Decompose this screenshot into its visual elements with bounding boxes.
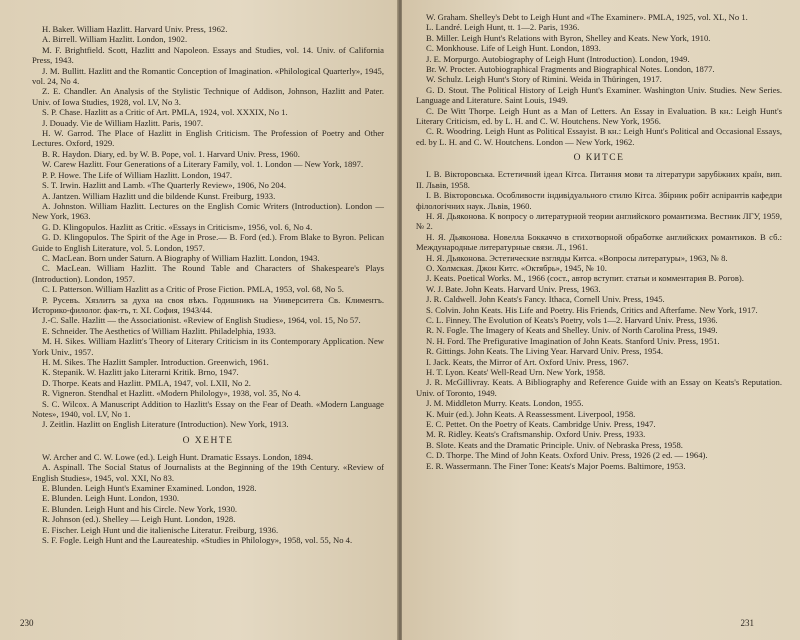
bibliography-entry: I. В. Вікторовська. Естетичний ідеал Кітса. Питання мови та літератури зарубіжних країн, вип. II. Львів, 1958. xyxy=(416,169,782,190)
bibliography-entry: E. Blunden. Leigh Hunt. London, 1930. xyxy=(42,493,180,504)
bibliography-entry: J. Zeitlin. Hazlitt on English Literature (Introduction). New York, 1913. xyxy=(42,419,289,430)
bibliography-entry: C. MacLean. William Hazlitt. The Round Table and Characters of Shakespeare's Plays (Introduction). London, 1957. xyxy=(32,263,384,284)
bibliography-entry: Р. Русевъ. Хязлитъ за духа на своя вѣкъ. Годишникъ на Университета Св. Климентъ. Историко-филолог. фак-тъ, т. XI. София, 1943/44. xyxy=(32,294,384,315)
bibliography-entry: W. Archer and C. W. Lowe (ed.). Leigh Hunt. Dramatic Essays. London, 1894. xyxy=(42,451,314,462)
bibliography-entry: H. Baker. William Hazlitt. Harvard Univ. Press, 1962. xyxy=(42,24,228,34)
bibliography-entry: Z. E. Chandler. An Analysis of the Stylistic Technique of Addison, Johnson, Hazlitt and Pater. Univ. of Iowa Studies, 1928, vol. LV, No 3. xyxy=(32,86,384,107)
bibliography-entry: Н. Я. Дьяконова. Новелла Боккаччо в стихотворной обработке английских романтиков. В сб.: Международные литературные связи. Л., 1961. xyxy=(416,231,782,253)
bibliography-entry: R. N. Fogle. The Imagery of Keats and Shelley. Univ. of North Carolina Press, 1949. xyxy=(426,325,718,336)
bibliography-entry: Br. W. Procter. Autobiographical Fragments and Biographical Notes. London, 1877. xyxy=(426,64,715,75)
bibliography-entry: B. Miller. Leigh Hunt's Relations with Byron, Shelley and Keats. New York, 1910. xyxy=(426,32,711,43)
left-page xyxy=(0,0,398,640)
bibliography-entry: S. Colvin. John Keats. His Life and Poetry. His Friends, Critics and Afterfame. New York, 1917. xyxy=(426,304,758,315)
bibliography-entry: C. R. Woodring. Leigh Hunt as Political Essayist. В кн.: Leigh Hunt's Political and Occasional Essays, ed. by L. H. and C. W. Houtchens. London — New York, 1962. xyxy=(416,126,782,147)
bibliography-entry: R. Johnson (ed.). Shelley — Leigh Hunt. London, 1928. xyxy=(42,514,236,525)
bibliography-entry: C. Monkhouse. Life of Leigh Hunt. London, 1893. xyxy=(426,43,601,54)
page-number-right: 231 xyxy=(740,618,754,628)
bibliography-entry: Н. Я. Дьяконова. К вопросу о литературной теории английского романтизма. Вестник ЛГУ, 1959, № 2. xyxy=(416,210,782,232)
bibliography-entry: M. H. Sikes. William Hazlitt's Theory of Literary Criticism in its Contemporary Application. New York Univ., 1957. xyxy=(32,336,384,357)
bibliography-entry: J. M. Bullitt. Hazlitt and the Romantic Conception of Imagination. «Philological Quarterly», 1945, vol. 24, No 4. xyxy=(32,65,384,87)
bibliography-entry: S. C. Wilcox. A Manuscript Addition to Hazlitt's Essay on the Fear of Death. «Modern Language Notes», 1940, vol. LV, No 1. xyxy=(32,398,384,420)
bibliography-entry: B. R. Haydon. Diary, ed. by W. B. Pope, vol. 1. Harvard Univ. Press, 1960. xyxy=(42,148,300,159)
right-page xyxy=(402,0,800,640)
hunt-bibliography-list xyxy=(32,452,384,546)
bibliography-entry: L. Landré. Leigh Hunt, tt. 1—2. Paris, 1936. xyxy=(426,22,580,33)
bibliography-entry: H. T. Lyon. Keats' Well-Read Urn. New York, 1958. xyxy=(426,367,606,377)
bibliography-entry: N. H. Ford. The Prefigurative Imagination of John Keats. Stanford Univ. Press, 1951. xyxy=(426,335,720,346)
bibliography-entry: A. Aspinall. The Social Status of Journalists at the Beginning of the 19th Century. «Review of English Studies», 1945, vol. XXI, No 83. xyxy=(32,462,384,483)
bibliography-entry: M. R. Ridley. Keats's Craftsmanship. Oxford Univ. Press, 1933. xyxy=(426,429,646,440)
bibliography-entry: C. I. Patterson. William Hazlitt as a Critic of Prose Fiction. PMLA, 1953, vol. 68, No 5. xyxy=(42,284,344,295)
bibliography-entry: K. Muir (ed.). John Keats. A Reassessment. Liverpool, 1958. xyxy=(426,408,636,419)
section-heading-keats: О КИТСЕ xyxy=(573,153,625,164)
bibliography-entry: I. В. Вікторовська. Особливости індивідуального стилю Кітса. Збірник робіт аспірантів кафедри філологічних наук. Львів, 1960. xyxy=(416,190,782,211)
bibliography-entry: E. Blunden. Leigh Hunt's Examiner Examined. London, 1928. xyxy=(42,483,257,494)
bibliography-entry: C. MacLean. Born under Saturn. A Biography of William Hazlitt. London, 1943. xyxy=(42,252,320,263)
hunt-bibliography-list-continued xyxy=(416,12,782,147)
bibliography-entry: S. F. Fogle. Leigh Hunt and the Laureateship. «Studies in Philology», 1958, vol. 55, No 4. xyxy=(42,535,353,546)
bibliography-entry: G. D. Stout. The Political History of Leigh Hunt's Examiner. Washington Univ. Studies. New Series. Language and Literature. Saint Louis, 1949. xyxy=(416,84,782,106)
bibliography-entry: C. De Witt Thorpe. Leigh Hunt as a Man of Letters. An Essay in Evaluation. В кн.: Leigh Hunt's Literary Criticism, ed. by L. H. and C. W. Houtchens. New York, 1956. xyxy=(416,105,782,127)
bibliography-entry: C. D. Thorpe. The Mind of John Keats. Oxford Univ. Press, 1926 (2 ed. — 1964). xyxy=(426,450,708,461)
bibliography-entry: J. R. Caldwell. John Keats's Fancy. Ithaca, Cornell Univ. Press, 1945. xyxy=(426,294,665,305)
bibliography-entry: E. R. Wassermann. The Finer Tone: Keats's Major Poems. Baltimore, 1953. xyxy=(426,460,686,471)
bibliography-entry: S. P. Chase. Hazlitt as a Critic of Art. PMLA, 1924, vol. XXXIX, No 1. xyxy=(42,107,288,118)
bibliography-entry: I. Jack. Keats, the Mirror of Art. Oxford Univ. Press, 1967. xyxy=(426,356,629,367)
bibliography-entry: A. Johnston. William Hazlitt. Lectures on the English Comic Writers (Introduction). London — New York, 1963. xyxy=(32,200,384,222)
bibliography-entry: G. D. Klingopulos. The Spirit of the Age in Prose.— B. Ford (ed.). From Blake to Byron. Pelican Guide to English Literature, vol. 5. London, 1957. xyxy=(32,232,384,253)
bibliography-entry: E. Fischer. Leigh Hunt und die italienische Literatur. Freiburg, 1936. xyxy=(42,524,279,535)
bibliography-entry: W. Carew Hazlitt. Four Generations of a Literary Family, vol. 1. London — New York, 1897. xyxy=(42,159,364,170)
bibliography-entry: H. M. Sikes. The Hazlitt Sampler. Introduction. Greenwich, 1961. xyxy=(42,357,269,367)
bibliography-entry: E. C. Pettet. On the Poetry of Keats. Cambridge Univ. Press, 1947. xyxy=(426,419,656,430)
bibliography-entry: J. E. Morpurgo. Autobiography of Leigh Hunt (Introduction). London, 1949. xyxy=(426,53,690,64)
keats-bibliography-list xyxy=(416,169,782,471)
page-number-left: 230 xyxy=(20,618,34,628)
bibliography-entry: J. Keats. Poetical Works. M., 1966 (сост., автор вступит. статьи и комментария В. Рогов). xyxy=(426,273,744,284)
bibliography-entry: W. J. Bate. John Keats. Harvard Univ. Press, 1963. xyxy=(426,283,601,294)
bibliography-entry: W. Graham. Shelley's Debt to Leigh Hunt and «The Examiner». PMLA, 1925, vol. XL, No 1. xyxy=(426,12,748,22)
bibliography-entry: C. L. Finney. The Evolution of Keats's Poetry, vols 1—2. Harvard Univ. Press, 1936. xyxy=(426,314,718,325)
hazlitt-bibliography-list xyxy=(32,24,384,430)
bibliography-entry: W. Schulz. Leigh Hunt's Story of Rimini. Weida in Thüringen, 1917. xyxy=(426,74,662,85)
bibliography-entry: K. Stepanik. W. Hazlitt jako Literarni Kritik. Brno, 1947. xyxy=(42,367,239,378)
bibliography-entry: A. Birrell. William Hazlitt. London, 1902. xyxy=(42,34,188,45)
bibliography-entry: D. Thorpe. Keats and Hazlitt. PMLA, 1947, vol. LXII, No 2. xyxy=(42,377,251,388)
bibliography-entry: R. Gittings. John Keats. The Living Year. Harvard Univ. Press, 1954. xyxy=(426,346,664,357)
bibliography-entry: J. R. McGillivray. Keats. A Bibliography and Reference Guide with an Essay on Keats's Reputation. Univ. of Toronto, 1949. xyxy=(416,377,782,398)
bibliography-entry: G. D. Klingopulos. Hazlitt as Critic. «Essays in Criticism», 1956, vol. 6, No 4. xyxy=(42,221,313,232)
bibliography-entry: J.-C. Salle. Hazlitt — the Associationist. «Review of English Studies», 1964, vol. 15, No 57. xyxy=(42,315,361,326)
bibliography-entry: J. M. Middleton Murry. Keats. London, 1955. xyxy=(426,398,584,409)
bibliography-entry: A. Jantzen. William Hazlitt und die bildende Kunst. Freiburg, 1933. xyxy=(42,190,276,201)
bibliography-entry: R. Vigneron. Stendhal et Hazlitt. «Modern Philology», 1938, vol. 35, No 4. xyxy=(42,388,301,399)
bibliography-entry: E. Schneider. The Aesthetics of William Hazlitt. Philadelphia, 1933. xyxy=(42,325,276,336)
bibliography-entry: S. T. Irwin. Hazlitt and Lamb. «The Quarterly Review», 1906, No 204. xyxy=(42,180,287,191)
bibliography-entry: J. Douady. Vie de William Hazlitt. Paris, 1907. xyxy=(42,117,204,128)
bibliography-entry: B. Slote. Keats and the Dramatic Principle. Univ. of Nebraska Press, 1958. xyxy=(426,439,683,450)
bibliography-entry: Н. Я. Дьяконова. Эстетические взгляды Китса. «Вопросы литературы», 1963, № 8. xyxy=(426,252,728,263)
bibliography-entry: M. F. Brightfield. Scott, Hazlitt and Napoleon. Essays and Studies, vol. 14. Univ. of California Press, 1943. xyxy=(32,44,384,66)
bibliography-entry: P. P. Howe. The Life of William Hazlitt. London, 1947. xyxy=(42,169,233,180)
bibliography-entry: E. Blunden. Leigh Hunt and his Circle. New York, 1930. xyxy=(42,503,238,514)
bibliography-entry: О. Холмская. Джон Китс. «Октябрь», 1945, № 10. xyxy=(426,262,607,273)
section-heading-hunt: О ХЕНТЕ xyxy=(182,435,234,446)
bibliography-entry: H. W. Garrod. The Place of Hazlitt in English Criticism. The Profession of Poetry and Other Lectures. Oxford, 1929. xyxy=(32,128,384,149)
